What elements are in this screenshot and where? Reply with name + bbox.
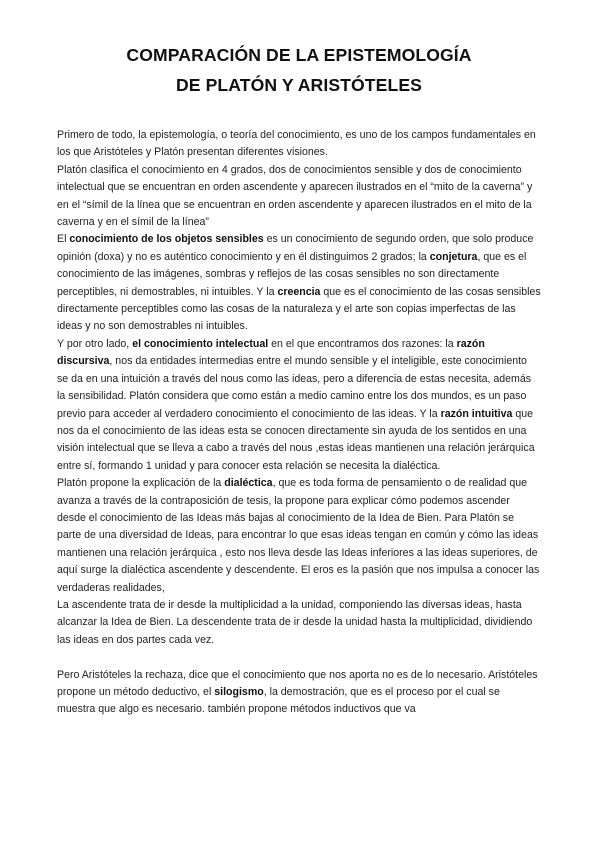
document-body bbox=[57, 127, 541, 719]
title-line-1: COMPARACIÓN DE LA EPISTEMOLOGÍA bbox=[126, 45, 472, 65]
paragraph-dialectica bbox=[57, 475, 541, 597]
paragraph-conocimiento-intelectual bbox=[57, 336, 541, 475]
text-span: que nos da el conocimiento de las ideas esta se conocen directamente sin ayuda de los sentidos en una visión intelectual que se lleva a cabo a través del nous ,estas ideas mantienen una relación jerárquica entre sí, formando 1 unidad y para conocer esta relación se necesita la dialéctica. bbox=[57, 407, 535, 472]
text-span: en el que encontramos dos razones: la bbox=[268, 337, 457, 350]
text-span: que es el conocimiento de las cosas sensibles directamente perceptibles como las cosas de la naturaleza y el arte son copias imperfectas de las ideas y no son demostrables ni intuibles. bbox=[57, 285, 541, 333]
bold-term: dialéctica bbox=[224, 477, 273, 490]
text-span: , la demostración, que es el proceso por el cual se muestra que algo es necesario. también propone métodos inductivos que va bbox=[57, 685, 500, 716]
text-span: , que es el conocimiento de las imágenes, sombras y reflejos de las cosas sensibles no son directamente perceptibles, ni demostrables, ni intuibles. Y la bbox=[57, 250, 527, 298]
bold-term: razón discursiva bbox=[57, 337, 485, 368]
bold-term: conjetura bbox=[429, 250, 478, 263]
text-span: Pero Aristóteles la rechaza, dice que el conocimiento que nos aporta no es de lo necesario. Aristóteles propone un método deductivo, el bbox=[57, 668, 538, 698]
bold-term: conocimiento de los objetos sensibles bbox=[69, 233, 264, 246]
text-span: Platón propone la explicación de la bbox=[57, 477, 225, 490]
paragraph-aristoteles bbox=[57, 667, 541, 719]
paragraph-conocimiento-sensible bbox=[57, 231, 541, 335]
bold-term: creencia bbox=[277, 285, 321, 298]
text-span: El bbox=[57, 233, 70, 246]
bold-term: el conocimiento intelectual bbox=[132, 337, 269, 350]
text-span: Y por otro lado, bbox=[57, 337, 133, 350]
paragraph-grados: Platón clasifica el conocimiento en 4 grados, dos de conocimientos sensible y dos de conocimiento intelectual que se encuentran en orden ascendente y aparecen ilustrados en el “mito de la caverna” y en el “símil de la línea que se encuentran en orden ascendente y aparecen ilustrados en el mito de la caverna y en el símil de la línea” bbox=[57, 163, 533, 229]
text-span: es un conocimiento de segundo orden, que solo produce opinión (doxa) y no es auténtico conocimiento y en él distinguimos 2 grados; la bbox=[57, 233, 534, 263]
text-span: , nos da entidades intermedias entre el mundo sensible y el inteligible, este conocimiento se da en una intuición a través del nous como las ideas, pero a diferencia de estas necesita, además la sensibilidad. Platón considera que como están a medio camino entre los dos mundos, es un paso previo para acceder al verdadero conocimiento el conocimiento de las ideas. Y la bbox=[57, 355, 532, 420]
bold-term: razón intuitiva bbox=[440, 407, 513, 420]
paragraph-intro: Primero de todo, la epistemología, o teoría del conocimiento, es uno de los campos fundamentales en los que Aristóteles y Platón presentan diferentes visiones. bbox=[57, 129, 536, 159]
document-title bbox=[57, 0, 541, 100]
bold-term: silogismo bbox=[214, 685, 264, 698]
title-line-2: DE PLATÓN Y ARISTÓTELES bbox=[175, 75, 423, 95]
text-span: , que es toda forma de pensamiento o de realidad que avanza a través de la contraposición de tesis, la propone para explicar cómo podemos ascender desde el conocimiento de las Ideas más bajas al conocimiento de la Idea de Bien. Para Platón se parte de una diversidad de Ideas, para encontrar lo que esas ideas tengan en común y cómo las ideas mantienen una relación jerárquica , esto nos lleva desde las Ideas inferiores a las ideas superiores, de aquí surge la dialéctica ascendente y descendente. El eros es la pasión que nos impulsa a conocer las verdaderas realidades, bbox=[57, 477, 540, 594]
paragraph-ascendente-descendente: La ascendente trata de ir desde la multiplicidad a la unidad, componiendo las diversas ideas, hasta alcanzar la Idea de Bien. La descendente trata de ir desde la unidad hasta la multiplicidad, dividiendo las ideas en dos partes cada vez. bbox=[57, 598, 533, 646]
